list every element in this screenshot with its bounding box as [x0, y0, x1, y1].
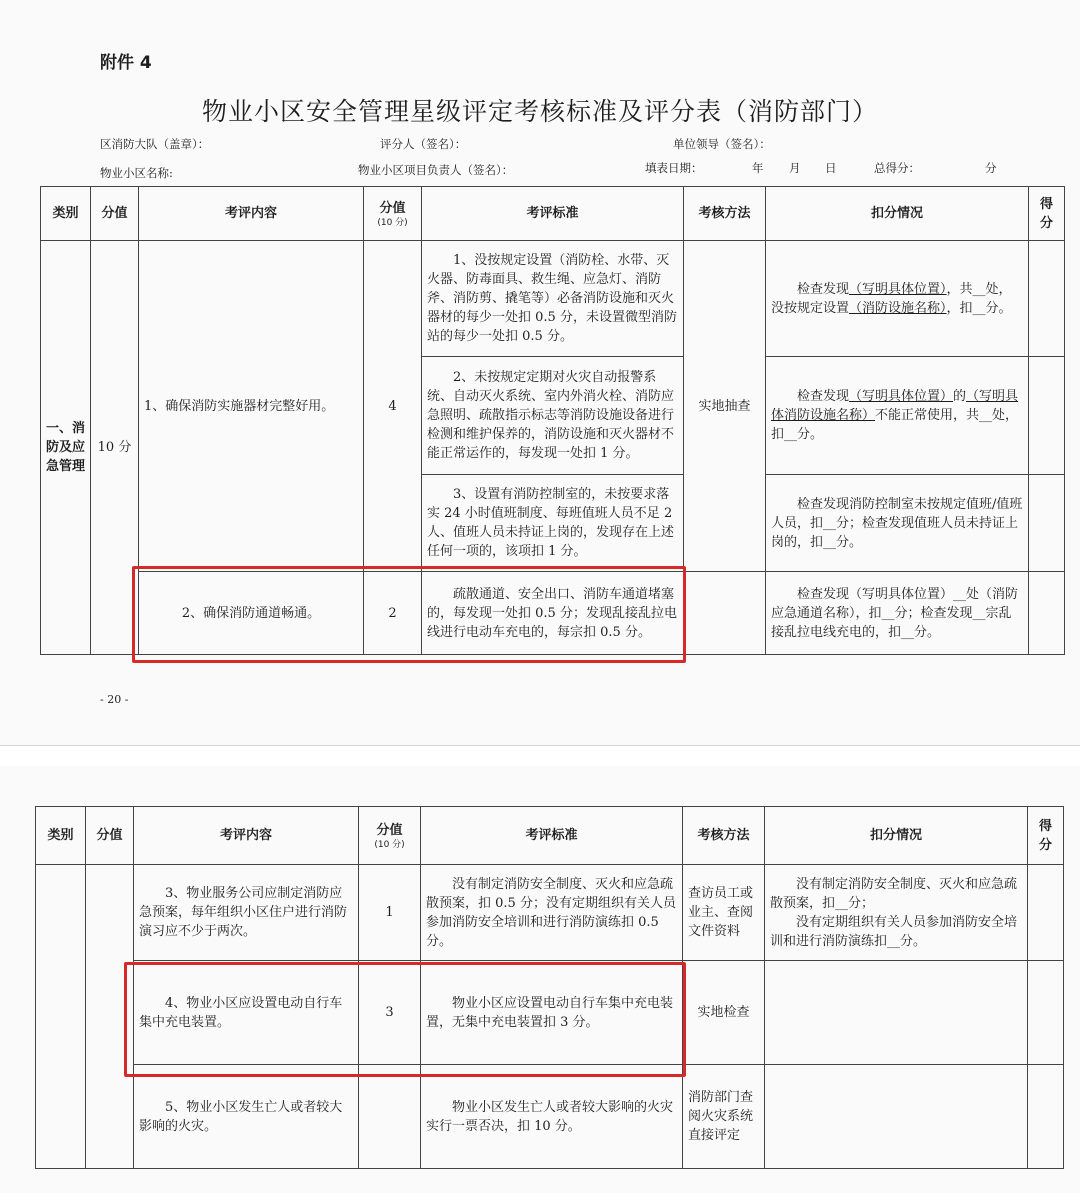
header-content: 考评内容 [139, 187, 364, 241]
deduction-text: 的 [953, 389, 967, 404]
deduction-fill-facility: （消防设施名称） [849, 300, 947, 316]
category-points-continued [86, 865, 134, 1169]
category-points: 10 分 [91, 241, 139, 655]
deduction-fill-location: （写明具体位置） [849, 281, 947, 297]
header-deduction: 扣分情况 [765, 807, 1028, 865]
category-cell-continued [36, 865, 86, 1169]
item4-method: 实地检查 [683, 961, 765, 1065]
item1-content: 1、确保消防实施器材完整好用。 [139, 241, 364, 572]
item2-gained[interactable] [1029, 572, 1065, 655]
page-divider [0, 745, 1080, 767]
meta-scorer: 评分人（签名）： [380, 137, 467, 151]
table-row [36, 865, 1064, 961]
header-content: 考评内容 [134, 807, 359, 865]
table-row [41, 241, 1065, 357]
item2-deduction: 检查发现（写明具体位置）__处（消防应急通道名称），扣__分；检查发现__宗乱接乱拉电线充电的，扣__分。 [766, 572, 1029, 655]
deduction-text: ，扣__分。 [946, 300, 1012, 316]
item3-method: 查访员工或业主、查阅文件资料 [683, 865, 765, 961]
item1-deduction-2 [766, 357, 1029, 475]
meta-month: 月 [789, 161, 801, 175]
item5-gained[interactable] [1028, 1065, 1064, 1169]
header-gained: 得分 [1029, 187, 1065, 241]
header-score-sub: (10 分) [374, 839, 405, 850]
item2-content: 2、确保消防通道畅通。 [139, 572, 364, 655]
meta-year: 年 [752, 161, 764, 175]
header-score [364, 187, 422, 241]
header-standard: 考评标准 [421, 807, 683, 865]
header-method: 考核方法 [684, 187, 766, 241]
item5-method: 消防部门查阅火灾系统直接评定 [683, 1065, 765, 1169]
header-standard: 考评标准 [422, 187, 684, 241]
page-number: - 20 - [100, 693, 129, 706]
item3-standard: 没有制定消防安全制度、灭火和应急疏散预案，扣 0.5 分；没有定期组织有关人员参加消防安全培训和进行消防演练扣 0.5 分。 [421, 865, 683, 961]
item4-gained[interactable] [1028, 961, 1064, 1065]
category-cell: 一、消防及应急管理 [41, 241, 91, 655]
item3-deduction [765, 865, 1028, 961]
meta-day: 日 [825, 161, 837, 175]
item2-standard: 疏散通道、安全出口、消防车通道堵塞的，每发现一处扣 0.5 分；发现乱接乱拉电线进行电动车充电的，每宗扣 0.5 分。 [422, 572, 684, 655]
item5-deduction [765, 1065, 1028, 1169]
meta-fill-date: 填表日期： [645, 161, 703, 175]
item5-standard: 物业小区发生亡人或者较大影响的火灾实行一票否决，扣 10 分。 [421, 1065, 683, 1169]
deduction-text: ，共__处，没按规定设置 [771, 281, 1012, 316]
table-row [36, 961, 1064, 1065]
deduction-fill-facility: （写明具体消防设施名称） [771, 389, 1019, 423]
header-deduction: 扣分情况 [766, 187, 1029, 241]
header-score [359, 807, 421, 865]
deduction-text: 检查发现 [797, 281, 850, 297]
item5-score [359, 1065, 421, 1169]
meta-community-name: 物业小区名称: [100, 166, 173, 180]
meta-district-brigade: 区消防大队（盖章）： [100, 137, 210, 151]
header-score-sub: (10 分) [377, 217, 408, 228]
table-row [36, 1065, 1064, 1169]
item1-standard-3: 3、设置有消防控制室的，未按要求落实 24 小时值班制度、每班值班人员不足 2 人、值班人员未持证上岗的，发现存在上述任何一项的，该项扣 1 分。 [422, 475, 684, 572]
deduction-text: 检查发现 [797, 389, 850, 404]
document-title: 物业小区安全管理星级评定考核标准及评分表（消防部门） [201, 97, 878, 126]
deduction-fill-location: （写明具体位置） [849, 389, 954, 404]
header-gained: 得分 [1028, 807, 1064, 865]
table-row [41, 572, 1065, 655]
table-header-row [36, 807, 1064, 865]
item1-method: 实地抽查 [684, 241, 766, 572]
item3-gained[interactable] [1028, 865, 1064, 961]
annex-label: 附件 4 [100, 53, 152, 73]
item4-standard: 物业小区应设置电动自行车集中充电装置，无集中充电装置扣 3 分。 [421, 961, 683, 1065]
item1-standard-2: 2、未按规定定期对火灾自动报警系统、自动灭火系统、室内外消火栓、消防应急照明、疏散指示标志等消防设施设备进行检测和维护保养的，消防设施和灭火器材不能正常运作的，每发现一处扣 1 分。 [422, 357, 684, 475]
header-points: 分值 [91, 187, 139, 241]
item1-deduction-1 [766, 241, 1029, 357]
item2-score: 2 [364, 572, 422, 655]
item1-gained-2[interactable] [1029, 357, 1065, 475]
meta-project-manager: 物业小区项目负责人（签名）： [358, 163, 514, 177]
deduction-line-1: 没有制定消防安全制度、灭火和应急疏散预案，扣__分； [770, 876, 1018, 911]
meta-unit-leader: 单位领导（签名）： [673, 137, 771, 151]
item1-standard-1: 1、没按规定设置（消防栓、水带、灭火器、防毒面具、救生绳、应急灯、消防斧、消防剪、撬笔等）必备消防设施和灭火器材的每少一处扣 0.5 分，未设置微型消防站的每少一处扣 0.5 分。 [422, 241, 684, 357]
item3-score: 1 [359, 865, 421, 961]
scoring-table-page-2 [35, 806, 1064, 1169]
header-category: 类别 [36, 807, 86, 865]
header-method: 考核方法 [683, 807, 765, 865]
meta-total-score: 总得分： [874, 161, 920, 175]
item1-deduction-3: 检查发现消防控制室未按规定值班/值班人员，扣__分；检查发现值班人员未持证上岗的，扣__分。 [766, 475, 1029, 572]
item1-gained-3[interactable] [1029, 475, 1065, 572]
item4-score: 3 [359, 961, 421, 1065]
table-header-row [41, 187, 1065, 241]
header-score-label: 分值 [376, 822, 403, 838]
item3-content: 3、物业服务公司应制定消防应急预案，每年组织小区住户进行消防演习应不少于两次。 [134, 865, 359, 961]
item4-deduction [765, 961, 1028, 1065]
item1-score: 4 [364, 241, 422, 572]
item1-gained-1[interactable] [1029, 241, 1065, 357]
header-category: 类别 [41, 187, 91, 241]
deduction-line-2: 没有定期组织有关人员参加消防安全培训和进行消防演练扣__分。 [770, 914, 1018, 949]
header-points: 分值 [86, 807, 134, 865]
deduction-text: 不能正常使用，共__处，扣__分。 [771, 408, 1019, 442]
header-score-label: 分值 [379, 200, 406, 216]
item2-method [684, 572, 766, 655]
meta-points-unit: 分 [985, 161, 997, 175]
item5-content: 5、物业小区发生亡人或者较大影响的火灾。 [134, 1065, 359, 1169]
item4-content: 4、物业小区应设置电动自行车集中充电装置。 [134, 961, 359, 1065]
scoring-table-page-1 [40, 186, 1065, 655]
